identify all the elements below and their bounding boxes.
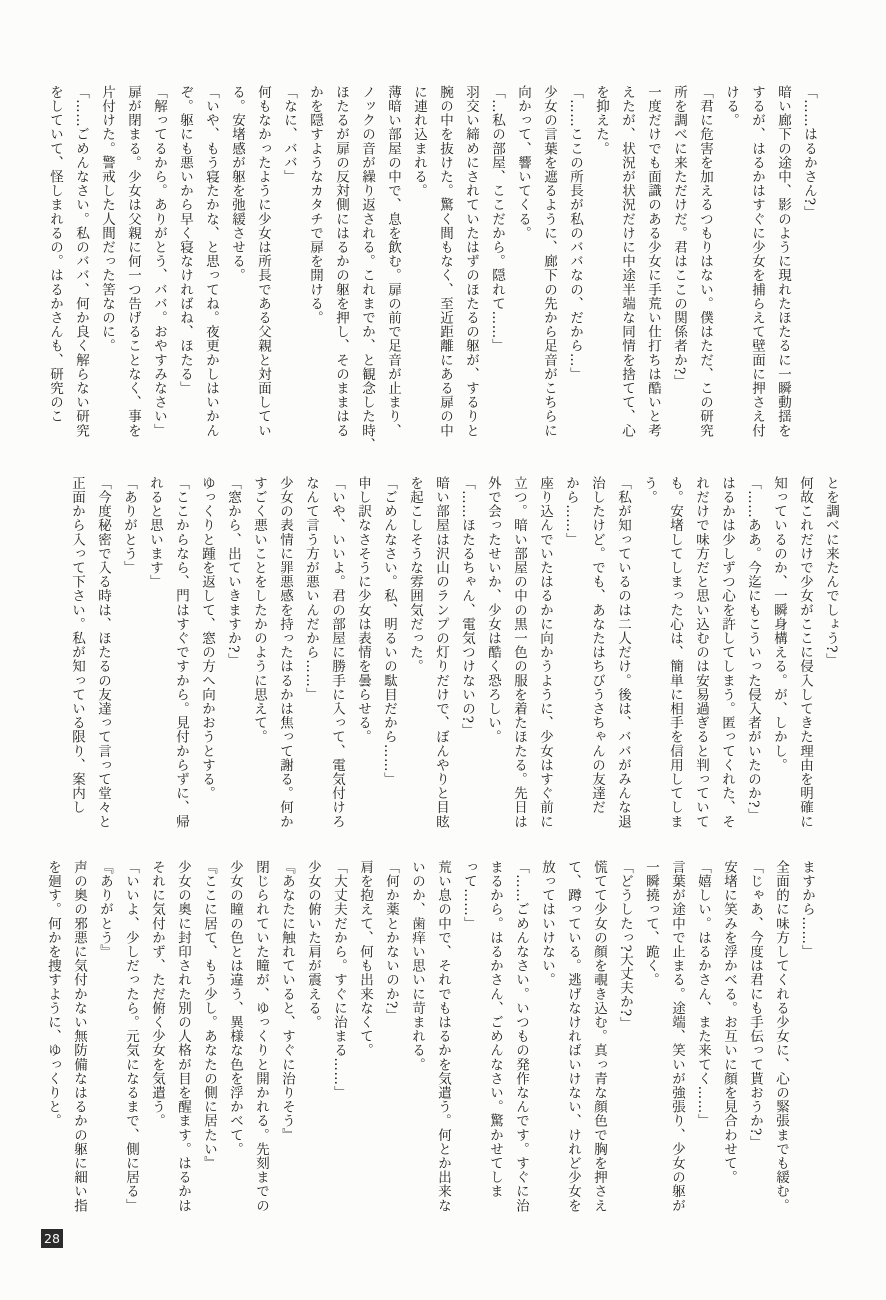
text-column: 「……ごめんなさい。私のババ、何か良く解らない研究 bbox=[73, 85, 89, 438]
text-column: 「……はるかさん?」 bbox=[801, 85, 817, 220]
text-band-bottom bbox=[40, 860, 820, 1216]
text-column: 暗い廊下の途中、影のように現れたほたるに一瞬動揺を bbox=[775, 85, 791, 438]
text-column: すごく悪いことをしたかのように思えて。 bbox=[251, 476, 267, 744]
text-column: とを調べに来たんでしょう?」 bbox=[823, 476, 839, 668]
text-column: 少女の言葉を遮るように、廊下の先から足音がこちらに bbox=[541, 85, 557, 438]
text-column: 何故これだけで少女がここに侵入してきた理由を明確に bbox=[797, 476, 813, 829]
text-column: 一瞬撓って、跪く。 bbox=[643, 860, 659, 987]
text-column: れると思います」 bbox=[147, 476, 163, 589]
text-column: えたが、状況が状況だけに中途半端な同情を捨てて、心 bbox=[619, 85, 635, 438]
text-column: 言葉が途中で止まる。途端、笑いが強張り、少女の躯が bbox=[669, 860, 685, 1213]
text-column: 少女の俯いた肩が震える。 bbox=[305, 860, 321, 1030]
text-column: う。 bbox=[641, 476, 657, 505]
text-column: 所を調べに来ただけだ。君はここの関係者か?」 bbox=[671, 85, 687, 389]
text-column: 「……ここの所長が私のババなの、だから…」 bbox=[567, 85, 583, 382]
text-column: 薄暗い部屋の中で、息を飲む。扉の前で足音が止まり、 bbox=[385, 85, 401, 438]
text-column: 「ごめんなさい。私、明るいの駄目だから……」 bbox=[381, 476, 397, 787]
text-column: 「解ってるから。ありがとう、ババ。おやすみなさい」 bbox=[151, 85, 167, 438]
text-column: 「……ほたるちゃん、電気つけないの?」 bbox=[459, 476, 475, 738]
text-column: 「……ああ。今迄にもこういった侵入者がいたのか?」 bbox=[745, 476, 761, 823]
text-column: を廻す。何かを捜すように、ゆっくりと。 bbox=[45, 860, 61, 1128]
text-column: ノックの音が繰り返される。これまでか、と観念した時、 bbox=[359, 85, 375, 452]
text-column: 「……ごめんなさい。いつもの発作なんです。すぐに治 bbox=[513, 860, 529, 1213]
text-column: 片付けた。警戒した人間だった筈なのに。 bbox=[99, 85, 115, 353]
text-column: 全面的に味方してくれる少女に、心の緊張までも緩む。 bbox=[773, 860, 789, 1213]
text-column: 閉じられていた瞳が、ゆっくりと開かれる。先刻までの bbox=[253, 860, 269, 1213]
text-column: 「いいよ、少しだったら。元気になるまで、側に居る」 bbox=[123, 860, 139, 1213]
text-column: 向かって、響いてくる。 bbox=[515, 85, 531, 241]
page-number-badge: 28 bbox=[41, 1229, 63, 1248]
text-column: 「嬉しい。はるかさん、また来てく……」 bbox=[695, 860, 711, 1128]
text-column: 肩を抱えて、何も出来なくて。 bbox=[357, 860, 373, 1058]
text-column: 「どうしたっ?大丈夫か?」 bbox=[617, 860, 633, 1031]
text-column: 放ってはいけない。 bbox=[539, 860, 555, 987]
text-column: れだけで味方だと思い込むのは安易過ぎると判っていて bbox=[693, 476, 709, 829]
text-column: 荒い息の中で、それでもはるかを気遣う。何とか出来な bbox=[435, 860, 451, 1213]
text-band-top bbox=[42, 85, 822, 452]
text-column: 声の奥の邪悪に気付かない無防備なはるかの躯に細い指 bbox=[71, 860, 87, 1213]
text-column: る。安堵感が躯を弛緩させる。 bbox=[229, 85, 245, 283]
text-column: 「…私の部屋、ここだから。隠れて……」 bbox=[489, 85, 505, 353]
text-column: 慌てて少女の顔を覗き込む。真っ青な顔色で胸を押さえ bbox=[591, 860, 607, 1213]
text-column: 正面から入って下さい。私が知っている限り、案内し bbox=[69, 476, 85, 815]
text-column: はるかは少しずつ心を許してしまう。匿ってくれた、そ bbox=[719, 476, 735, 829]
text-column: 「窓から、出ていきますか?」 bbox=[225, 476, 241, 668]
text-column: 羽交い締めにされていたはずのほたるの躯が、するりと bbox=[463, 85, 479, 438]
text-column: 「大丈夫だから。すぐに治まる……」 bbox=[331, 860, 347, 1100]
text-column: をしていて、怪しまれるの。はるかさんも、研究のこ bbox=[47, 85, 63, 424]
text-column: ほたるが扉の反対側にはるかの躯を押し、そのままはる bbox=[333, 85, 349, 438]
text-column: 腕の中を抜けた。驚く間もなく、至近距離にある扉の中 bbox=[437, 85, 453, 438]
text-column: も。安堵してしまった心は、簡単に相手を信用してしま bbox=[667, 476, 683, 829]
text-column: なんて言う方が悪いんだから……」 bbox=[303, 476, 319, 702]
text-column: いのか、歯痒い思いに苛まれる。 bbox=[409, 860, 425, 1072]
text-column: それに気付かず、ただ俯く少女を気遣う。 bbox=[149, 860, 165, 1128]
text-column: ゆっくりと踵を返して、窓の方へ向かおうとする。 bbox=[199, 476, 215, 801]
text-column: 安堵に笑みを浮かべる。お互いに顔を見合わせて。 bbox=[721, 860, 737, 1185]
text-column: ぞ。躯にも悪いから早く寝なければね、ほたる」 bbox=[177, 85, 193, 396]
text-column: て、蹲っている。逃げなければいけない、けれど少女を bbox=[565, 860, 581, 1213]
text-column: 「いや、いいよ。君の部屋に勝手に入って、電気付けろ bbox=[329, 476, 345, 829]
text-column: 「なに、ババ」 bbox=[281, 85, 297, 184]
text-column: 「今度秘密で入る時は、ほたるの友達って言って堂々と bbox=[95, 476, 111, 829]
text-column: 「君に危害を加えるつもりはない。僕はただ、この研究 bbox=[697, 85, 713, 438]
text-column: 治したけど。でも、あなたはちびうさちゃんの友達だ bbox=[589, 476, 605, 815]
text-column: を起こしそうな雰囲気だった。 bbox=[407, 476, 423, 674]
text-column: 少女の奥に封印された別の人格が目を醒ます。はるかは bbox=[175, 860, 191, 1213]
text-column: 「いや、もう寝たかな、と思ってね。夜更かしはいかん bbox=[203, 85, 219, 438]
text-column: を抑えた。 bbox=[593, 85, 609, 156]
text-column: 何もなかったように少女は所長である父親と対面してい bbox=[255, 85, 271, 438]
text-column: 「じゃあ、今度は君にも手伝って貰おうか?」 bbox=[747, 860, 763, 1150]
text-column: ける。 bbox=[723, 85, 739, 128]
text-column: 知っているのか、一瞬身構える。が、しかし。 bbox=[771, 476, 787, 773]
text-column: 「ありがとう」 bbox=[121, 476, 137, 575]
text-column: って……」 bbox=[461, 860, 477, 931]
text-column: 『あなたに触れていると、すぐに治りそう』 bbox=[279, 860, 295, 1142]
text-column: 『ありがとう』 bbox=[97, 860, 113, 959]
text-column: 「ここからなら、門はすぐですから。見付からずに、帰 bbox=[173, 476, 189, 829]
text-column: 「私が知っているのは二人だけ。後は、ババがみんな退 bbox=[615, 476, 631, 829]
text-column: かを隠すようなカタチで扉を開ける。 bbox=[307, 85, 323, 325]
text-column: 一度だけでも面識のある少女に手荒い仕打ちは酷いと考 bbox=[645, 85, 661, 438]
text-column: するが、はるかはすぐに少女を捕らえて壁面に押さえ付 bbox=[749, 85, 765, 438]
text-column: 扉が閉まる。少女は父親に何一つ告げることなく、事を bbox=[125, 85, 141, 438]
text-band-middle bbox=[64, 476, 844, 832]
text-column: 『ここに居て、もう少し。あなたの側に居たい』 bbox=[201, 860, 217, 1171]
text-column: 「何か薬とかないのか?」 bbox=[383, 860, 399, 1023]
text-column: に連れ込まれる。 bbox=[411, 85, 427, 198]
text-column: 少女の表情に罪悪感を持ったはるかは焦って謝る。何か bbox=[277, 476, 293, 829]
text-column: 立つ。暗い部屋の中の黒一色の服を着たほたる。先日は bbox=[511, 476, 527, 829]
text-column: 外で会ったせいか、少女は酷く恐ろしい。 bbox=[485, 476, 501, 744]
text-column: まるから。はるかさん、ごめんなさい。驚かせてしま bbox=[487, 860, 503, 1199]
text-column: 暗い部屋は沢山のランプの灯りだけで、ぼんやりと目眩 bbox=[433, 476, 449, 829]
text-column: から……」 bbox=[563, 476, 579, 547]
text-column: ますから……」 bbox=[799, 860, 815, 959]
text-column: 申し訳なさそうに少女は表情を曇らせる。 bbox=[355, 476, 371, 744]
text-column: 少女の瞳の色とは違う、異様な色を浮かべて。 bbox=[227, 860, 243, 1157]
text-column: 座り込んでいたはるかに向かうように、少女はすぐ前に bbox=[537, 476, 553, 829]
